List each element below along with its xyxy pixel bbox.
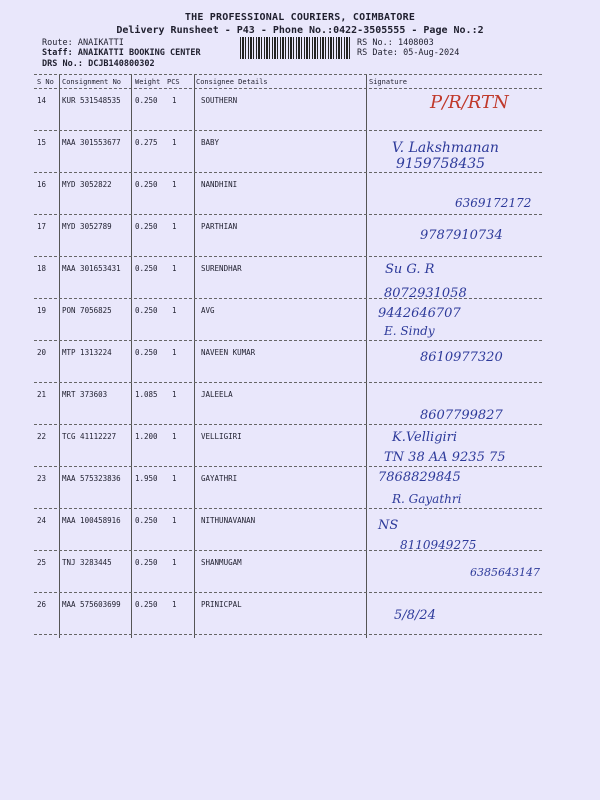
company-name: THE PROFESSIONAL COURIERS, COIMBATORE [184,12,416,23]
rs-no-label: RS No.: [357,38,393,48]
row-separator [34,382,542,383]
table-row [0,468,600,510]
cell-weight: 0.250 [135,558,158,567]
handwritten-signature: V. Lakshmanan [392,140,499,156]
handwritten-signature: TN 38 AA 9235 75 [384,450,506,465]
handwritten-signature: R. Gayathri [392,492,462,506]
row-separator [34,592,542,593]
cell-pcs: 1 [172,516,177,525]
route-value: ANAIKATTI [77,38,124,48]
cell-consignment: MAA 301653431 [62,264,121,273]
cell-pcs: 1 [172,348,177,357]
cell-consignee: SOUTHERN [201,96,238,105]
table-row [0,594,600,636]
drs-label: DRS No.: [42,59,83,69]
cell-sno: 22 [37,432,47,441]
cell-consignment: MRT 373603 [62,390,108,399]
rs-date-line [357,48,459,58]
route-label: Route: [42,38,73,48]
cell-consignee: BABY [201,138,220,147]
handwritten-signature: 7868829845 [378,470,461,485]
barcode-image [240,37,350,59]
cell-sno: 21 [37,390,47,399]
table-row [0,510,600,552]
cell-pcs: 1 [172,432,177,441]
cell-consignment: MAA 100458916 [62,516,121,525]
cell-sno: 19 [37,306,47,315]
col-header-weight: Weight [135,78,161,86]
cell-sno: 24 [37,516,47,525]
table-row [0,384,600,426]
cell-consignment: MAA 575603699 [62,600,121,609]
rs-date-value: 05-Aug-2024 [403,48,460,58]
row-separator [34,424,542,425]
cell-pcs: 1 [172,600,177,609]
cell-pcs: 1 [172,264,177,273]
cell-consignment: PON 7056825 [62,306,112,315]
cell-pcs: 1 [172,96,177,105]
handwritten-signature: 6385643147 [470,566,540,579]
cell-weight: 1.085 [135,390,158,399]
cell-consignee: GAYATHRI [201,474,238,483]
cell-weight: 0.250 [135,96,158,105]
cell-weight: 0.250 [135,600,158,609]
cell-sno: 17 [37,222,47,231]
handwritten-signature: Su G. R [385,262,435,277]
cell-sno: 16 [37,180,47,189]
row-separator [34,130,542,131]
handwritten-signature: K.Velligiri [392,430,458,445]
cell-consignment: KUR 531548535 [62,96,121,105]
cell-weight: 1.950 [135,474,158,483]
cell-consignment: TCG 41112227 [62,432,117,441]
cell-sno: 25 [37,558,47,567]
col-header-consignment: Consignment No [62,78,122,86]
cell-consignment: MYD 3052789 [62,222,112,231]
handwritten-signature: NS [378,518,399,533]
cell-consignee: VELLIGIRI [201,432,242,441]
cell-pcs: 1 [172,138,177,147]
cell-consignment: MTP 1313224 [62,348,112,357]
cell-consignment: MAA 301553677 [62,138,121,147]
cell-pcs: 1 [172,558,177,567]
row-separator [34,214,542,215]
cell-weight: 0.250 [135,516,158,525]
handwritten-signature: 8072931058 [384,286,467,301]
col-header-consignee: Consignee Details [196,78,268,86]
handwritten-signature: 8110949275 [400,538,477,552]
row-separator [34,340,542,341]
rs-date-label: RS Date: [357,48,398,58]
cell-sno: 23 [37,474,47,483]
table-header-rule [34,88,542,89]
handwritten-signature: 8607799827 [420,408,503,423]
cell-consignee: SURENDHAR [201,264,242,273]
table-row [0,216,600,258]
cell-consignee: AVG [201,306,215,315]
cell-consignee: JALEELA [201,390,233,399]
cell-sno: 14 [37,96,47,105]
cell-weight: 0.250 [135,264,158,273]
cell-weight: 1.200 [135,432,158,441]
rs-no-line [357,38,434,48]
row-separator [34,466,542,467]
handwritten-signature: 9442646707 [378,306,461,321]
cell-weight: 0.250 [135,348,158,357]
cell-weight: 0.275 [135,138,158,147]
handwritten-signature: 9159758435 [396,156,486,172]
cell-consignee: NITHUNAVANAN [201,516,256,525]
staff-line [42,48,201,58]
row-separator [34,256,542,257]
handwritten-signature: P/R/RTN [430,92,509,113]
cell-consignee: NAVEEN KUMAR [201,348,256,357]
table-row [0,426,600,468]
table-top-rule [34,74,542,75]
col-header-signature: Signature [369,78,407,86]
cell-weight: 0.250 [135,180,158,189]
cell-consignee: NANDHINI [201,180,238,189]
cell-consignee: PRINICPAL [201,600,242,609]
table-row [0,258,600,300]
row-separator [34,172,542,173]
cell-consignment: MYD 3052822 [62,180,112,189]
handwritten-signature: 5/8/24 [394,608,436,623]
table-row [0,300,600,342]
cell-pcs: 1 [172,474,177,483]
cell-consignment: TNJ 3283445 [62,558,112,567]
row-separator [34,634,542,635]
staff-value: ANAIKATTI BOOKING CENTER [77,48,201,58]
cell-weight: 0.250 [135,306,158,315]
col-header-pcs: PCS [167,78,180,86]
cell-pcs: 1 [172,306,177,315]
cell-consignment: MAA 575323836 [62,474,121,483]
table-row [0,90,600,132]
cell-sno: 20 [37,348,47,357]
handwritten-signature: 8610977320 [420,350,503,365]
handwritten-signature: 6369172172 [455,196,532,210]
table-row [0,342,600,384]
cell-consignee: SHANMUGAM [201,558,242,567]
cell-consignee: PARTHIAN [201,222,238,231]
staff-label: Staff: [42,48,73,58]
cell-sno: 15 [37,138,47,147]
route-line [42,38,124,48]
cell-pcs: 1 [172,222,177,231]
cell-weight: 0.250 [135,222,158,231]
col-header-sno: S No [37,78,54,86]
cell-sno: 18 [37,264,47,273]
drs-line [42,59,155,69]
table-row [0,132,600,174]
handwritten-signature: 9787910734 [420,228,503,243]
runsheet-title: Delivery Runsheet - P43 - Phone No.:0422-3505555 - Page No.:2 [116,25,484,36]
drs-value: DCJB140800302 [88,59,155,69]
cell-sno: 26 [37,600,47,609]
cell-pcs: 1 [172,390,177,399]
handwritten-signature: E. Sindy [384,324,435,338]
row-separator [34,508,542,509]
cell-pcs: 1 [172,180,177,189]
rs-no-value: 1408003 [397,38,434,48]
